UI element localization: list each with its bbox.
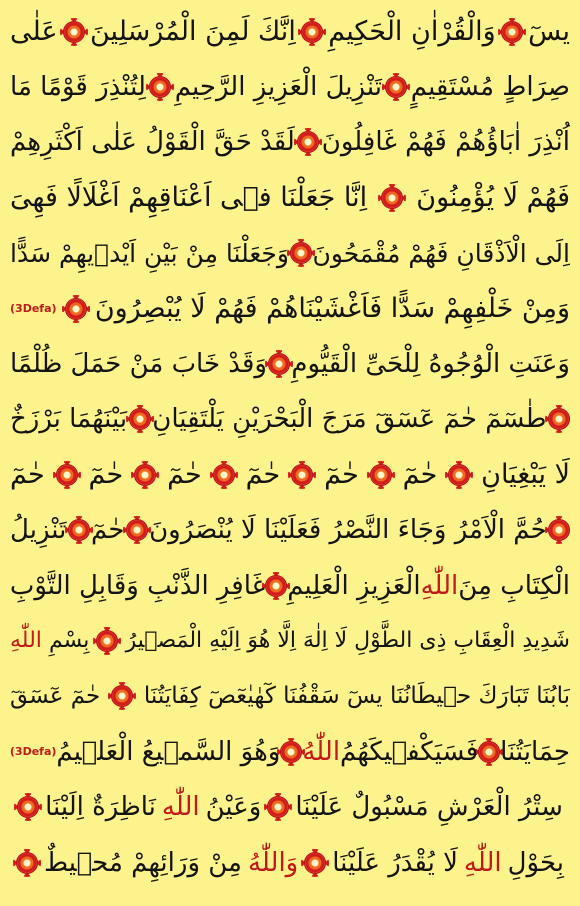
- arabic-text-segment: تَنْزِيلُ: [10, 515, 67, 546]
- arabic-text-segment: وَقَدْ خَابَ مَنْ حَمَلَ ظُلْمًا: [10, 349, 267, 380]
- arabic-text-segment: بَيْنَهُمَا بَرْزَخٌ: [10, 404, 128, 435]
- arabic-text-segment: اِلَى الْاَذْقَانِ فَهُمْ مُقْمَحُونَ: [312, 238, 570, 268]
- arabic-text-segment: وَمِنْ خَلْفِهِمْ سَدًّا فَاَغْشَيْنَاهُمْ فَهُمْ لَا يُبْصِرُونَ: [94, 293, 570, 325]
- text-line: [10, 281, 570, 336]
- arabic-text-segment: حُمَّ الْاَمْرُ وَجَاءَ النَّصْرُ فَعَلَيْنَا لَا يُنْصَرُونَ: [149, 515, 547, 546]
- verse-separator-rosette-icon: [65, 298, 87, 320]
- text-line: [10, 59, 570, 114]
- arabic-text-segment: بِحَوْلِ: [507, 847, 564, 878]
- repeat-count-note: (3Defa): [10, 745, 57, 759]
- arabic-text-segment: حٰمٓ: [245, 459, 281, 491]
- text-line: [10, 392, 570, 447]
- verse-separator-rosette-icon: [448, 464, 470, 486]
- arabic-text-segment: حٰمٓ عٓسٓقٓ: [10, 683, 101, 710]
- verse-separator-rosette-icon: [267, 796, 289, 818]
- text-line: [10, 724, 570, 779]
- arabic-text-segment: صِرَاطٍ مُسْتَقِيمٍ: [410, 72, 570, 103]
- arabic-text-segment: سِتْرُ الْعَرْشِ مَسْبُولٌ عَلَيْنَا: [295, 792, 563, 823]
- arabic-text-segment: حٰمٓ: [91, 515, 125, 546]
- arabic-text-segment: اُنْذِرَ اٰبَاؤُهُمْ فَهُمْ غَافِلُونَ: [321, 127, 570, 158]
- verse-separator-rosette-icon: [63, 21, 85, 43]
- verse-separator-rosette-icon: [381, 187, 403, 209]
- verse-separator-rosette-icon: [290, 242, 312, 264]
- verse-separator-rosette-icon: [304, 852, 326, 874]
- text-line: [10, 558, 570, 613]
- verse-separator-rosette-icon: [291, 464, 313, 486]
- arabic-text-segment: بَابُنَا تَبَارَكَ حٖيطَانُنَا يسٓ سَقْفُنَا كٓهٰيٰعٓصٓ كِفَايَتُنَا: [143, 683, 570, 710]
- arabic-text-segment: نَاظِرَةٌ اِلَيْنَا: [45, 792, 156, 823]
- arabic-text-segment: لِتُنْذِرَ قَوْمًا مَا: [10, 72, 146, 103]
- divine-name-text: اللّٰهِ: [10, 628, 42, 654]
- arabic-text-segment: وَالْقُرْاٰنِ الْحَكِيمِ: [328, 16, 496, 48]
- verse-separator-rosette-icon: [134, 464, 156, 486]
- arabic-text-segment: الْعَزِيزِ الْعَلِيمِ: [287, 570, 421, 601]
- verse-separator-rosette-icon: [268, 353, 290, 375]
- text-line: [10, 115, 570, 170]
- verse-separator-rosette-icon: [297, 131, 319, 153]
- text-line: [10, 779, 570, 834]
- arabic-text-segment: طٰسٓمٓ حٰمٓ عٓسٓقٓ مَرَجَ الْبَحْرَيْنِ يَلْتَقِيَانِ: [152, 404, 547, 435]
- arabic-text-segment: اِنَّكَ لَمِنَ الْمُرْسَلِينَ: [90, 16, 296, 48]
- text-line: [10, 226, 570, 281]
- text-line: [10, 613, 570, 668]
- arabic-text-segment: حٰمٓ: [88, 459, 124, 491]
- arabic-text-segment: حٰمٓ: [167, 459, 202, 491]
- divine-name-text: اللّٰهِ: [420, 570, 459, 601]
- arabic-text-segment: حٰمٓ: [402, 459, 438, 491]
- verse-separator-rosette-icon: [548, 408, 570, 430]
- divine-name-text: وَاللّٰهُ: [247, 847, 299, 878]
- arabic-text-segment: الْكِتَابِ مِنَ: [458, 570, 570, 601]
- verse-separator-rosette-icon: [280, 741, 302, 763]
- arabic-text-segment: عَلٰى: [10, 16, 58, 48]
- arabic-text-segment: حٰمٓ: [10, 459, 45, 491]
- verse-separator-rosette-icon: [370, 464, 392, 486]
- arabic-text-segment: لَا يَبْغِيَانِ: [481, 459, 570, 491]
- verse-separator-rosette-icon: [548, 519, 570, 541]
- verse-separator-rosette-icon: [17, 796, 39, 818]
- text-line: [10, 170, 570, 225]
- text-line: [10, 503, 570, 558]
- arabic-text-segment: لَقَدْ حَقَّ الْقَوْلُ عَلٰى اَكْثَرِهِمْ: [10, 127, 295, 158]
- text-line: [10, 447, 570, 502]
- text-line: [10, 4, 570, 59]
- arabic-text-segment: مِنْ وَرَائِهِمْ مُحٖيطٌ: [44, 847, 242, 878]
- verse-separator-rosette-icon: [16, 852, 38, 874]
- verse-separator-rosette-icon: [126, 519, 148, 541]
- arabic-text-segment: لَا يُقْدَرُ عَلَيْنَا: [332, 847, 458, 878]
- arabic-text-segment: وَهُوَ السَّمٖيعُ الْعَلٖيمُ: [56, 736, 281, 767]
- arabic-text-segment: يسٓ: [528, 16, 570, 48]
- arabic-text-segment: اِنَّا جَعَلْنَا فٖى اَعْنَاقِهِمْ اَغْلَالًا فَهِىَ: [10, 182, 368, 214]
- arabic-text-segment: وَعَنَتِ الْوُجُوهُ لِلْحَىِّ الْقَيُّومِ: [291, 349, 570, 380]
- arabic-text-segment: شَدِيدِ الْعِقَابِ ذِى الطَّوْلِ لَا اِلٰهَ اِلَّا هُوَ اِلَيْهِ الْمَصٖيرُ: [125, 628, 570, 654]
- arabic-text-segment: وَعَيْنُ: [205, 792, 262, 823]
- verse-separator-rosette-icon: [149, 76, 171, 98]
- arabic-text-segment: فَسَيَكْفٖيكَهُمُ: [340, 736, 479, 767]
- arabic-text-segment: حٰمٓ: [324, 459, 359, 491]
- arabic-text-segment: وَجَعَلْنَا مِنْ بَيْنِ اَيْدٖيهِمْ سَدًّا: [10, 238, 289, 268]
- text-line: [10, 835, 570, 890]
- verse-separator-rosette-icon: [129, 408, 151, 430]
- arabic-text-segment: فَهُمْ لَا يُؤْمِنُونَ: [416, 182, 570, 214]
- verse-separator-rosette-icon: [478, 741, 500, 763]
- verse-separator-rosette-icon: [385, 76, 407, 98]
- verse-separator-rosette-icon: [96, 630, 118, 652]
- verse-separator-rosette-icon: [111, 685, 133, 707]
- verse-separator-rosette-icon: [68, 519, 90, 541]
- divine-name-text: اللّٰهِ: [463, 847, 502, 878]
- verse-separator-rosette-icon: [265, 575, 287, 597]
- verse-separator-rosette-icon: [56, 464, 78, 486]
- verse-separator-rosette-icon: [213, 464, 235, 486]
- verse-separator-rosette-icon: [501, 21, 523, 43]
- arabic-text-segment: تَنْزِيلَ الْعَزِيزِ الرَّحِيمِ: [174, 72, 382, 103]
- divine-name-text: اللّٰهُ: [302, 736, 341, 767]
- text-line: [10, 336, 570, 391]
- divine-name-text: اللّٰهِ: [161, 792, 200, 823]
- text-line: [10, 669, 570, 724]
- arabic-text-segment: حِمَايَتُنَا: [500, 736, 570, 767]
- arabic-text-segment: بِسْمِ: [49, 628, 90, 654]
- repeat-count-note: (3Defa): [10, 302, 57, 316]
- verse-separator-rosette-icon: [301, 21, 323, 43]
- arabic-text-segment: غَافِرِ الذَّنْبِ وَقَابِلِ التَّوْبِ: [10, 570, 266, 601]
